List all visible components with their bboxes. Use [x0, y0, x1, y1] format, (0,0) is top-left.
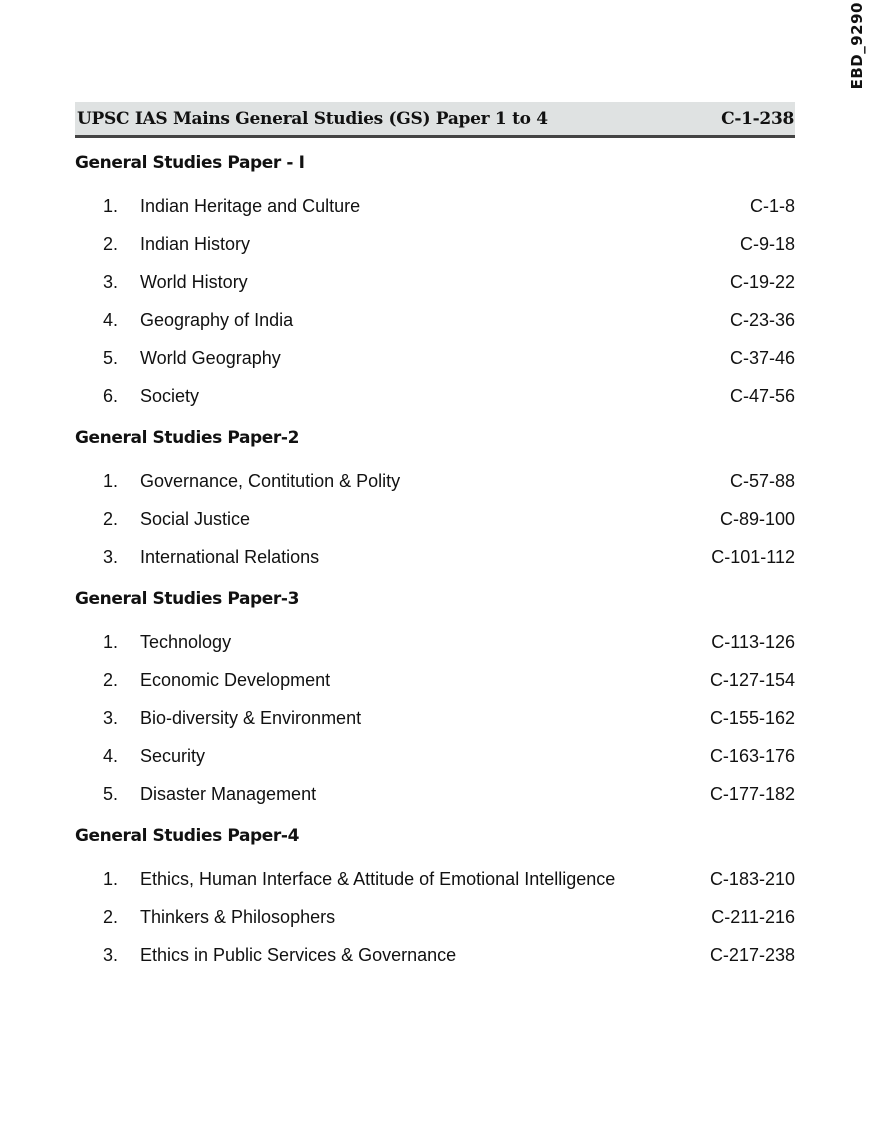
toc-entry[interactable] [75, 623, 795, 661]
entry-page: C-177-182 [709, 783, 795, 804]
entry-title: Society [140, 385, 200, 406]
toc-entry[interactable] [75, 225, 795, 263]
entry-page: C-9-18 [739, 233, 795, 254]
entry-page: C-1-8 [749, 195, 795, 216]
entry-number: 1. [102, 868, 118, 889]
entry-page: C-183-210 [709, 868, 795, 889]
toc-entry[interactable] [75, 301, 795, 339]
entry-page: C-47-56 [729, 385, 795, 406]
entry-page: C-23-36 [729, 309, 795, 330]
toc-entry[interactable] [75, 775, 795, 813]
entry-number: 2. [102, 508, 118, 529]
entry-title: Governance, Contitution & Polity [140, 470, 401, 491]
section-heading: General Studies Paper-2 [75, 428, 299, 448]
book-title: UPSC IAS Mains General Studies (GS) Paper 1 to 4 [77, 108, 548, 129]
entry-page: C-211-216 [711, 906, 795, 927]
section-heading: General Studies Paper-3 [75, 589, 299, 609]
entry-number: 6. [102, 385, 118, 406]
toc-entry[interactable] [75, 462, 795, 500]
entry-title: Economic Development [140, 669, 331, 690]
entry-number: 4. [102, 309, 118, 330]
toc-entry[interactable] [75, 538, 795, 576]
toc-entry[interactable] [75, 860, 795, 898]
toc-entry[interactable] [75, 500, 795, 538]
entry-title: Disaster Management [140, 783, 317, 804]
side-code: EBD_9290 [848, 2, 866, 90]
title-bar [75, 102, 795, 138]
section-heading: General Studies Paper - I [75, 153, 305, 173]
entry-title: Security [140, 745, 206, 766]
toc-entry[interactable] [75, 377, 795, 415]
toc-entry[interactable] [75, 699, 795, 737]
entry-number: 3. [102, 271, 118, 292]
entry-title: International Relations [140, 546, 320, 567]
entry-page: C-155-162 [709, 707, 795, 728]
toc-entry[interactable] [75, 339, 795, 377]
section-paper-4 [75, 821, 795, 974]
entry-page: C-37-46 [729, 347, 795, 368]
entry-title: World Geography [140, 347, 281, 368]
toc-entry[interactable] [75, 661, 795, 699]
entry-title: Bio-diversity & Environment [140, 707, 362, 728]
entry-number: 2. [102, 233, 118, 254]
entry-number: 4. [102, 745, 118, 766]
entry-title: Social Justice [140, 508, 251, 529]
entry-number: 2. [102, 906, 118, 927]
entry-number: 1. [102, 195, 118, 216]
entry-page: C-101-112 [711, 546, 795, 567]
entry-title: Geography of India [140, 309, 294, 330]
entry-page: C-57-88 [729, 470, 795, 491]
entry-title: Indian Heritage and Culture [140, 195, 361, 216]
entry-title: Ethics, Human Interface & Attitude of Emotional Intelligence [140, 868, 616, 889]
entry-page: C-127-154 [709, 669, 795, 690]
table-of-contents [75, 148, 795, 982]
entry-number: 3. [102, 944, 118, 965]
entry-number: 2. [102, 669, 118, 690]
toc-entry[interactable] [75, 737, 795, 775]
entry-number: 3. [102, 546, 118, 567]
toc-entry[interactable] [75, 263, 795, 301]
entry-title: Technology [140, 631, 232, 652]
section-paper-3 [75, 584, 795, 813]
entry-page: C-113-126 [711, 631, 795, 652]
entry-number: 3. [102, 707, 118, 728]
entry-number: 1. [102, 470, 118, 491]
entry-page: C-163-176 [709, 745, 795, 766]
entry-title: Thinkers & Philosophers [140, 906, 336, 927]
entry-title: Ethics in Public Services & Governance [140, 944, 457, 965]
toc-entry[interactable] [75, 936, 795, 974]
section-paper-2 [75, 423, 795, 576]
section-paper-1 [75, 148, 795, 415]
entry-number: 1. [102, 631, 118, 652]
toc-entry[interactable] [75, 898, 795, 936]
entry-title: Indian History [140, 233, 251, 254]
entry-page: C-217-238 [709, 944, 795, 965]
toc-entry[interactable] [75, 187, 795, 225]
book-page-range: C-1-238 [721, 108, 794, 129]
entry-title: World History [140, 271, 248, 292]
section-heading: General Studies Paper-4 [75, 826, 299, 846]
entry-number: 5. [102, 347, 118, 368]
entry-number: 5. [102, 783, 118, 804]
entry-page: C-19-22 [729, 271, 795, 292]
entry-page: C-89-100 [719, 508, 795, 529]
